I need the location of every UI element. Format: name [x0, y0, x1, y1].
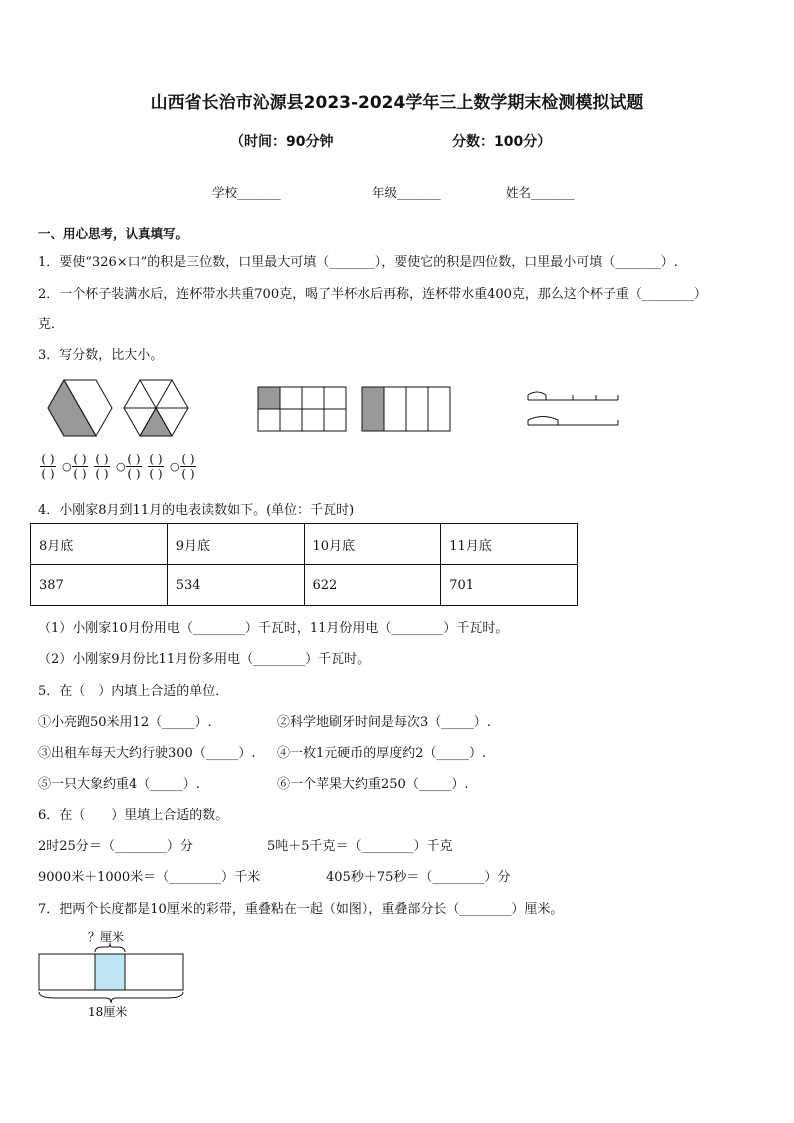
section-heading: 一、用心思考，认真填写。 — [38, 226, 189, 241]
q5-item-1: ①小亮跑50米用12（_____）. — [38, 715, 212, 730]
fraction-blank: $\frac{( )}{( )}$ — [149, 452, 163, 481]
q6-item-1: 2时25分＝（________）分 — [38, 839, 193, 854]
meter-readings-table — [30, 523, 578, 606]
question-4-part-2: （2）小刚家9月份比11月份多用电（________）千瓦时。 — [38, 652, 371, 667]
table-cell: 701 — [441, 565, 578, 606]
fraction-blank: $\frac{( )}{( )}$ — [181, 452, 195, 481]
rectangle-eighths — [258, 387, 346, 431]
q5-item-2: ②科学地刷牙时间是每次3（_____）. — [277, 715, 491, 730]
question-4-part-1: （1）小刚家10月份用电（________）千瓦时，11月份用电（________）千瓦时。 — [38, 621, 509, 636]
compare-circle: ○ — [116, 460, 126, 473]
table-header-cell: 8月底 — [31, 524, 168, 565]
question-6: 6．在（ ）里填上合适的数。 — [38, 808, 229, 823]
table-cell: 534 — [167, 565, 304, 606]
hexagon-half-shaded — [48, 380, 112, 436]
question-2-cont: 克． — [38, 317, 65, 332]
q5-item-6: ⑥一个苹果大约重250（_____）. — [277, 777, 469, 792]
q5-item-5: ⑤一只大象约重4（_____）. — [38, 777, 200, 792]
q6-item-4: 405秒＋75秒＝（________）分 — [326, 870, 511, 885]
question-2: 2．一个杯子装满水后，连杯带水共重700克，喝了半杯水后再称，连杯带水重400克，那么这个杯子重（________） — [38, 287, 707, 302]
question-3: 3．写分数，比大小。 — [38, 348, 164, 363]
ribbon-overlap-figure — [36, 928, 188, 1022]
table-header-cell: 9月底 — [167, 524, 304, 565]
rectangle-quarters — [362, 387, 450, 431]
compare-circle: ○ — [62, 460, 72, 473]
segment-lines — [528, 392, 618, 425]
grade-field: 年级_______ — [372, 185, 441, 200]
fraction-blanks — [40, 452, 202, 481]
compare-circle: ○ — [170, 460, 180, 473]
q6-item-3: 9000米＋1000米＝（________）千米 — [38, 870, 261, 885]
page-title: 山西省长治市沁源县2023-2024学年三上数学期末检测模拟试题 — [150, 93, 644, 113]
fraction-blank: $\frac{( )}{( )}$ — [127, 452, 141, 481]
table-header-cell: 11月底 — [441, 524, 578, 565]
question-4: 4．小刚家8月到11月的电表读数如下。(单位：千瓦时) — [38, 503, 355, 518]
table-row — [31, 565, 578, 606]
table-cell: 622 — [304, 565, 441, 606]
fraction-blank: $\frac{( )}{( )}$ — [95, 452, 109, 481]
overlap-label: ？厘米 — [88, 930, 125, 944]
total-length-label: 18厘米 — [88, 1005, 128, 1019]
exam-score: 分数：100分） — [452, 134, 552, 150]
exam-time: （时间：90分钟 — [230, 134, 334, 150]
fraction-blank: $\frac{( )}{( )}$ — [41, 452, 55, 481]
table-cell: 387 — [31, 565, 168, 606]
question-5: 5．在（ ）内填上合适的单位． — [38, 684, 229, 699]
q5-item-4: ④一枚1元硬币的厚度约2（_____）. — [277, 746, 487, 761]
question-7: 7．把两个长度都是10厘米的彩带，重叠粘在一起（如图），重叠部分长（________）厘米。 — [38, 902, 564, 917]
school-field: 学校_______ — [212, 185, 281, 200]
fraction-figures — [44, 378, 644, 438]
q6-item-2: 5吨＋5千克＝（________）千克 — [267, 839, 453, 854]
hexagon-sixths — [124, 380, 188, 436]
table-header-cell: 10月底 — [304, 524, 441, 565]
table-row — [31, 524, 578, 565]
fraction-blank: $\frac{( )}{( )}$ — [73, 452, 87, 481]
name-field: 姓名_______ — [506, 185, 575, 200]
q5-item-3: ③出租车每天大约行驶300（_____）. — [38, 746, 256, 761]
question-1: 1．要使“326×口”的积是三位数，口里最大可填（_______），要使它的积是四位数，口里最小可填（_______）. — [38, 255, 678, 270]
